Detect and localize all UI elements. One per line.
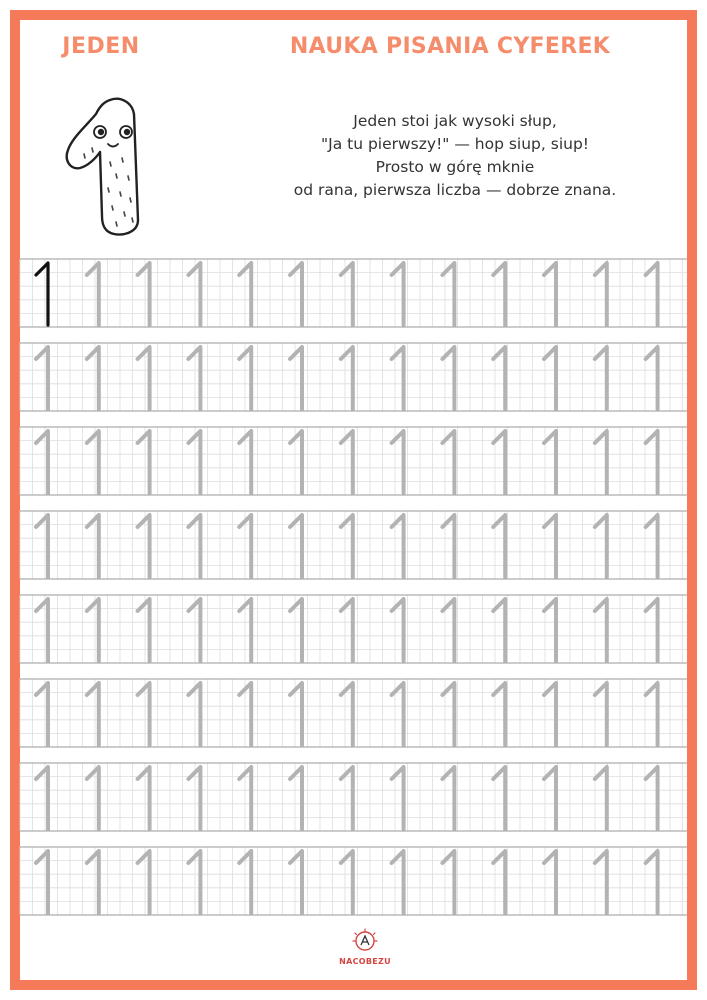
brand-footer bbox=[320, 928, 410, 966]
practice-row bbox=[20, 427, 687, 495]
page-title: NAUKA PISANIA CYFEREK bbox=[289, 34, 611, 59]
poem-line: "Ja tu pierwszy!" — hop siup, siup! bbox=[321, 135, 589, 153]
poem-line: od rana, pierwsza liczba — dobrze znana. bbox=[293, 181, 617, 199]
poem-line: Jeden stoi jak wysoki słup, bbox=[353, 112, 557, 130]
poem-line: Prosto w górę mknie bbox=[375, 158, 535, 176]
practice-row bbox=[20, 259, 687, 327]
practice-row bbox=[20, 847, 687, 915]
practice-row bbox=[20, 679, 687, 747]
practice-row bbox=[20, 343, 687, 411]
practice-row bbox=[20, 595, 687, 663]
brand-name: NACOBEZU bbox=[339, 957, 391, 966]
brand-logo-icon bbox=[352, 928, 378, 954]
practice-row bbox=[20, 763, 687, 831]
number-word: JEDEN bbox=[62, 34, 140, 59]
practice-row bbox=[20, 511, 687, 579]
